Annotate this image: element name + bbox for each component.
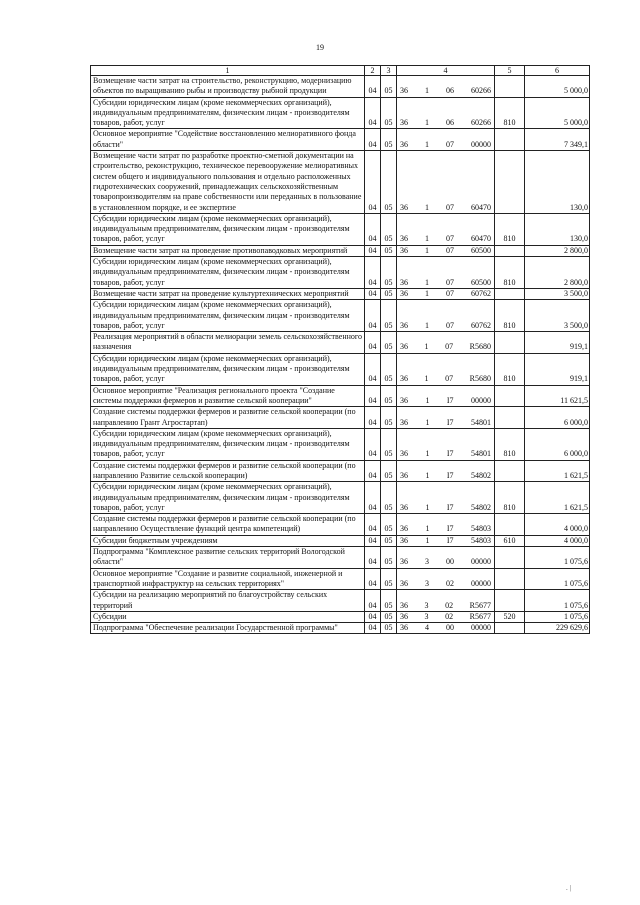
code-event: 07	[445, 374, 454, 384]
row-target-code	[397, 76, 495, 98]
row-name: Возмещение части затрат на проведение культуртехнических мероприятий	[91, 288, 365, 299]
code-subprogram: 1	[424, 374, 429, 384]
code-program: 36	[400, 342, 408, 352]
row-section: 04	[365, 568, 381, 590]
row-section: 04	[365, 514, 381, 536]
code-subprogram: 1	[425, 245, 429, 255]
row-name: Создание системы поддержки фермеров и развитие сельской кооперации (по направлению Развитие сельской кооперации)	[91, 460, 365, 482]
table-row	[91, 547, 590, 569]
table-row	[91, 428, 590, 460]
code-program: 36	[400, 449, 408, 459]
table-header-row	[91, 66, 590, 76]
code-event: I7	[446, 417, 454, 427]
row-section: 04	[365, 213, 381, 245]
page-number: 19	[316, 43, 324, 52]
row-target-code	[397, 300, 495, 332]
row-subsection: 05	[381, 482, 397, 514]
row-section: 04	[365, 129, 381, 151]
row-expense-type	[495, 590, 525, 612]
row-name: Субсидии юридическим лицам (кроме некоммерческих организаций), индивидуальным предпринимателям, физическим лицам - производителям товаров, работ, услуг	[91, 300, 365, 332]
code-event: 00	[446, 557, 454, 567]
code-event: 00	[446, 623, 454, 633]
row-section: 04	[365, 407, 381, 429]
code-program: 36	[400, 245, 408, 255]
row-expense-type: 810	[495, 482, 525, 514]
table-row	[91, 129, 590, 151]
row-amount: 229 629,6	[525, 623, 590, 634]
code-event: 07	[446, 320, 454, 330]
row-subsection: 05	[381, 353, 397, 385]
row-subsection: 05	[381, 535, 397, 546]
table-row	[91, 535, 590, 546]
table-row	[91, 514, 590, 536]
row-target-code	[397, 353, 495, 385]
row-subsection: 05	[381, 547, 397, 569]
code-subprogram: 1	[425, 502, 430, 512]
row-section: 04	[365, 288, 381, 299]
row-section: 04	[365, 245, 381, 256]
code-program: 36	[400, 395, 408, 405]
header-col-4: 4	[397, 66, 495, 76]
row-expense-type	[495, 623, 525, 634]
code-direction: 60470	[471, 202, 491, 212]
code-subprogram: 1	[425, 86, 429, 96]
row-target-code	[397, 97, 495, 129]
row-section: 04	[365, 611, 381, 622]
row-subsection: 05	[381, 332, 397, 354]
row-expense-type	[495, 460, 525, 482]
code-program: 36	[400, 557, 408, 567]
code-direction: 54801	[470, 449, 491, 459]
code-direction: 60470	[471, 234, 491, 244]
code-program: 36	[400, 86, 408, 96]
table-row	[91, 300, 590, 332]
row-section: 04	[365, 590, 381, 612]
row-subsection: 05	[381, 460, 397, 482]
row-target-code	[397, 428, 495, 460]
row-expense-type	[495, 151, 525, 214]
row-target-code	[397, 245, 495, 256]
row-name: Создание системы поддержки фермеров и развитие сельской кооперации (по направлению Грант Агростартап)	[91, 407, 365, 429]
row-amount: 919,1	[525, 332, 590, 354]
row-subsection: 05	[381, 288, 397, 299]
table-row	[91, 257, 590, 289]
row-section: 04	[365, 353, 381, 385]
row-amount: 6 000,0	[525, 407, 590, 429]
row-name: Основное мероприятие "Создание и развитие социальной, инженерной и транспортной инфраструктур на сельских территориях"	[91, 568, 365, 590]
row-expense-type	[495, 245, 525, 256]
table-row	[91, 76, 590, 98]
code-program: 36	[400, 374, 408, 384]
code-subprogram: 1	[425, 470, 430, 480]
code-direction: 00000	[471, 623, 491, 633]
code-direction: R5677	[469, 600, 491, 610]
row-section: 04	[365, 332, 381, 354]
code-direction: 60500	[471, 277, 491, 287]
row-expense-type: 810	[495, 213, 525, 245]
header-col-6: 6	[525, 66, 590, 76]
row-expense-type: 810	[495, 97, 525, 129]
code-event: I7	[446, 502, 454, 512]
table-row	[91, 482, 590, 514]
code-subprogram: 1	[425, 449, 430, 459]
code-program: 36	[400, 202, 408, 212]
row-expense-type: 520	[495, 611, 525, 622]
code-event: I7	[446, 470, 454, 480]
row-expense-type: 810	[495, 300, 525, 332]
row-expense-type	[495, 568, 525, 590]
code-direction: 60500	[471, 245, 491, 255]
code-direction: 00000	[471, 557, 491, 567]
code-subprogram: 1	[425, 277, 429, 287]
code-subprogram: 1	[424, 342, 429, 352]
row-target-code	[397, 590, 495, 612]
row-subsection: 05	[381, 623, 397, 634]
code-event: 02	[445, 600, 454, 610]
header-col-1: 1	[91, 66, 365, 76]
row-subsection: 05	[381, 611, 397, 622]
row-name: Субсидии юридическим лицам (кроме некоммерческих организаций), индивидуальным предпринимателям, физическим лицам - производителям товаров, работ, услуг	[91, 97, 365, 129]
row-subsection: 05	[381, 129, 397, 151]
row-subsection: 05	[381, 97, 397, 129]
row-name: Субсидии юридическим лицам (кроме некоммерческих организаций), индивидуальным предпринимателям, физическим лицам - производителям товаров, работ, услуг	[91, 257, 365, 289]
table-row	[91, 288, 590, 299]
code-program: 36	[400, 139, 408, 149]
row-target-code	[397, 213, 495, 245]
row-target-code	[397, 407, 495, 429]
code-direction: 60266	[471, 118, 491, 128]
row-name: Создание системы поддержки фермеров и развитие сельской кооперации (по направлению Осуществление функций центра компетенций)	[91, 514, 365, 536]
row-subsection: 05	[381, 257, 397, 289]
code-program: 36	[400, 623, 408, 633]
code-direction: 60266	[471, 86, 491, 96]
code-program: 36	[400, 320, 408, 330]
row-subsection: 05	[381, 151, 397, 214]
row-subsection: 05	[381, 407, 397, 429]
row-section: 04	[365, 535, 381, 546]
code-direction: 54803	[470, 535, 491, 545]
code-subprogram: 1	[425, 118, 429, 128]
row-amount: 1 621,5	[525, 460, 590, 482]
code-subprogram: 1	[425, 320, 429, 330]
row-expense-type	[495, 288, 525, 299]
code-direction: 54803	[470, 524, 491, 534]
row-section: 04	[365, 385, 381, 407]
row-name: Реализация мероприятий в области мелиорации земель сельскохозяйственного назначения	[91, 332, 365, 354]
code-subprogram: 1	[425, 202, 429, 212]
row-amount: 3 500,0	[525, 288, 590, 299]
code-subprogram: 3	[424, 600, 429, 610]
row-expense-type: 810	[495, 257, 525, 289]
code-direction: 54802	[470, 470, 491, 480]
code-subprogram: 1	[425, 234, 429, 244]
code-direction: 00000	[471, 578, 491, 588]
code-direction: 54802	[470, 502, 491, 512]
row-amount: 2 800,0	[525, 257, 590, 289]
code-program: 36	[400, 417, 408, 427]
row-amount: 2 800,0	[525, 245, 590, 256]
code-subprogram: 3	[425, 557, 429, 567]
row-target-code	[397, 151, 495, 214]
row-subsection: 05	[381, 590, 397, 612]
row-expense-type: 810	[495, 353, 525, 385]
row-amount: 130,0	[525, 151, 590, 214]
row-amount: 1 075,6	[525, 568, 590, 590]
row-name: Субсидии бюджетным учреждениям	[91, 535, 365, 546]
row-name: Основное мероприятие "Реализация регионального проекта "Создание системы поддержки фермеров и развитие сельской кооперации"	[91, 385, 365, 407]
row-target-code	[397, 257, 495, 289]
row-amount: 11 621,5	[525, 385, 590, 407]
row-amount: 6 000,0	[525, 428, 590, 460]
row-amount: 5 000,0	[525, 76, 590, 98]
code-event: 02	[445, 611, 454, 621]
code-program: 36	[400, 277, 408, 287]
row-name: Возмещение части затрат по разработке проектно-сметной документации на строительство, реконструкцию, техническое перевооружение мелиоративных систем общего и индивидуального пользования и отдельно расположенных гидротехнических сооружений, принадлежащих сельскохозяйственным товаропроизводителям на праве собственности или переданных в пользование в установленном порядке, и ее экспертизе	[91, 151, 365, 214]
table-row	[91, 568, 590, 590]
corner-marks: . |	[566, 884, 571, 892]
row-expense-type: 810	[495, 428, 525, 460]
table-row	[91, 611, 590, 622]
code-direction: 60762	[471, 288, 491, 298]
row-target-code	[397, 385, 495, 407]
code-direction: 60762	[471, 320, 491, 330]
code-program: 36	[400, 502, 408, 512]
row-target-code	[397, 547, 495, 569]
row-amount: 1 075,6	[525, 590, 590, 612]
row-expense-type	[495, 385, 525, 407]
row-section: 04	[365, 257, 381, 289]
code-subprogram: 1	[425, 417, 430, 427]
code-program: 36	[400, 234, 408, 244]
row-target-code	[397, 482, 495, 514]
row-target-code	[397, 288, 495, 299]
code-event: 02	[446, 578, 454, 588]
row-name: Основное мероприятие "Содействие восстановлению мелиоративного фонда области"	[91, 129, 365, 151]
code-direction: 54801	[470, 417, 491, 427]
table-row	[91, 460, 590, 482]
row-amount: 1 621,5	[525, 482, 590, 514]
row-section: 04	[365, 151, 381, 214]
row-target-code	[397, 332, 495, 354]
row-section: 04	[365, 547, 381, 569]
code-event: 06	[446, 118, 454, 128]
code-subprogram: 1	[425, 395, 430, 405]
code-program: 36	[400, 600, 408, 610]
row-section: 04	[365, 460, 381, 482]
row-subsection: 05	[381, 76, 397, 98]
row-subsection: 05	[381, 514, 397, 536]
row-amount: 1 075,6	[525, 547, 590, 569]
table-body	[91, 76, 590, 634]
code-direction: 00000	[470, 395, 491, 405]
code-event: I7	[446, 395, 454, 405]
code-event: 07	[446, 202, 454, 212]
code-event: 07	[446, 234, 454, 244]
row-target-code	[397, 611, 495, 622]
table-row	[91, 385, 590, 407]
table-row	[91, 332, 590, 354]
row-expense-type	[495, 514, 525, 536]
row-expense-type	[495, 547, 525, 569]
code-direction: R5677	[469, 611, 491, 621]
row-section: 04	[365, 300, 381, 332]
code-subprogram: 1	[425, 535, 430, 545]
row-subsection: 05	[381, 385, 397, 407]
code-subprogram: 1	[425, 139, 429, 149]
code-subprogram: 1	[425, 288, 429, 298]
code-subprogram: 1	[425, 524, 430, 534]
row-name: Субсидии юридическим лицам (кроме некоммерческих организаций), индивидуальным предпринимателям, физическим лицам - производителям товаров, работ, услуг	[91, 482, 365, 514]
row-amount: 5 000,0	[525, 97, 590, 129]
table-row	[91, 353, 590, 385]
row-subsection: 05	[381, 300, 397, 332]
table-row	[91, 623, 590, 634]
table-row	[91, 245, 590, 256]
code-program: 36	[400, 470, 408, 480]
row-section: 04	[365, 428, 381, 460]
row-section: 04	[365, 623, 381, 634]
code-event: I7	[446, 524, 454, 534]
row-name: Подпрограмма "Обеспечение реализации Государственной программы"	[91, 623, 365, 634]
row-amount: 1 075,6	[525, 611, 590, 622]
row-amount: 7 349,1	[525, 129, 590, 151]
code-program: 36	[400, 288, 408, 298]
code-subprogram: 4	[425, 623, 429, 633]
code-event: 07	[446, 288, 454, 298]
code-program: 36	[400, 118, 408, 128]
header-col-2: 2	[365, 66, 381, 76]
row-name: Субсидии юридическим лицам (кроме некоммерческих организаций), индивидуальным предпринимателям, физическим лицам - производителям товаров, работ, услуг	[91, 213, 365, 245]
row-amount: 4 000,0	[525, 535, 590, 546]
row-target-code	[397, 535, 495, 546]
code-direction: 00000	[471, 139, 491, 149]
row-amount: 4 000,0	[525, 514, 590, 536]
row-section: 04	[365, 482, 381, 514]
table-row	[91, 97, 590, 129]
code-event: I7	[446, 449, 454, 459]
row-amount: 919,1	[525, 353, 590, 385]
table-row	[91, 407, 590, 429]
row-section: 04	[365, 97, 381, 129]
row-subsection: 05	[381, 213, 397, 245]
row-target-code	[397, 129, 495, 151]
row-name: Субсидии юридическим лицам (кроме некоммерческих организаций), индивидуальным предпринимателям, физическим лицам - производителям товаров, работ, услуг	[91, 353, 365, 385]
row-amount: 3 500,0	[525, 300, 590, 332]
table-row	[91, 151, 590, 214]
code-direction: R5680	[469, 374, 491, 384]
code-event: I7	[446, 535, 454, 545]
code-subprogram: 3	[424, 611, 429, 621]
row-name: Субсидии юридическим лицам (кроме некоммерческих организаций), индивидуальным предпринимателям, физическим лицам - производителям товаров, работ, услуг	[91, 428, 365, 460]
row-subsection: 05	[381, 428, 397, 460]
row-subsection: 05	[381, 245, 397, 256]
row-expense-type: 610	[495, 535, 525, 546]
row-name: Субсидии на реализацию мероприятий по благоустройству сельских территорий	[91, 590, 365, 612]
row-target-code	[397, 460, 495, 482]
code-direction: R5680	[469, 342, 491, 352]
row-target-code	[397, 623, 495, 634]
row-name: Возмещение части затрат на проведение противопаводковых мероприятий	[91, 245, 365, 256]
budget-table	[90, 65, 590, 634]
row-expense-type	[495, 76, 525, 98]
row-expense-type	[495, 332, 525, 354]
code-event: 07	[446, 245, 454, 255]
row-section: 04	[365, 76, 381, 98]
row-name: Подпрограмма "Комплексное развитие сельских территорий Вологодской области"	[91, 547, 365, 569]
row-expense-type	[495, 407, 525, 429]
code-program: 36	[400, 524, 408, 534]
code-event: 06	[446, 86, 454, 96]
code-program: 36	[400, 611, 408, 621]
header-col-3: 3	[381, 66, 397, 76]
row-name: Субсидии	[91, 611, 365, 622]
table-row	[91, 213, 590, 245]
code-event: 07	[446, 277, 454, 287]
table-row	[91, 590, 590, 612]
row-subsection: 05	[381, 568, 397, 590]
code-event: 07	[445, 342, 454, 352]
code-program: 36	[400, 578, 408, 588]
header-col-5: 5	[495, 66, 525, 76]
code-subprogram: 3	[425, 578, 429, 588]
row-target-code	[397, 568, 495, 590]
row-amount: 130,0	[525, 213, 590, 245]
row-name: Возмещение части затрат на строительство, реконструкцию, модернизацию объектов по выращиванию рыбы и производству рыбной продукции	[91, 76, 365, 98]
code-program: 36	[400, 535, 408, 545]
code-event: 07	[446, 139, 454, 149]
row-target-code	[397, 514, 495, 536]
row-expense-type	[495, 129, 525, 151]
